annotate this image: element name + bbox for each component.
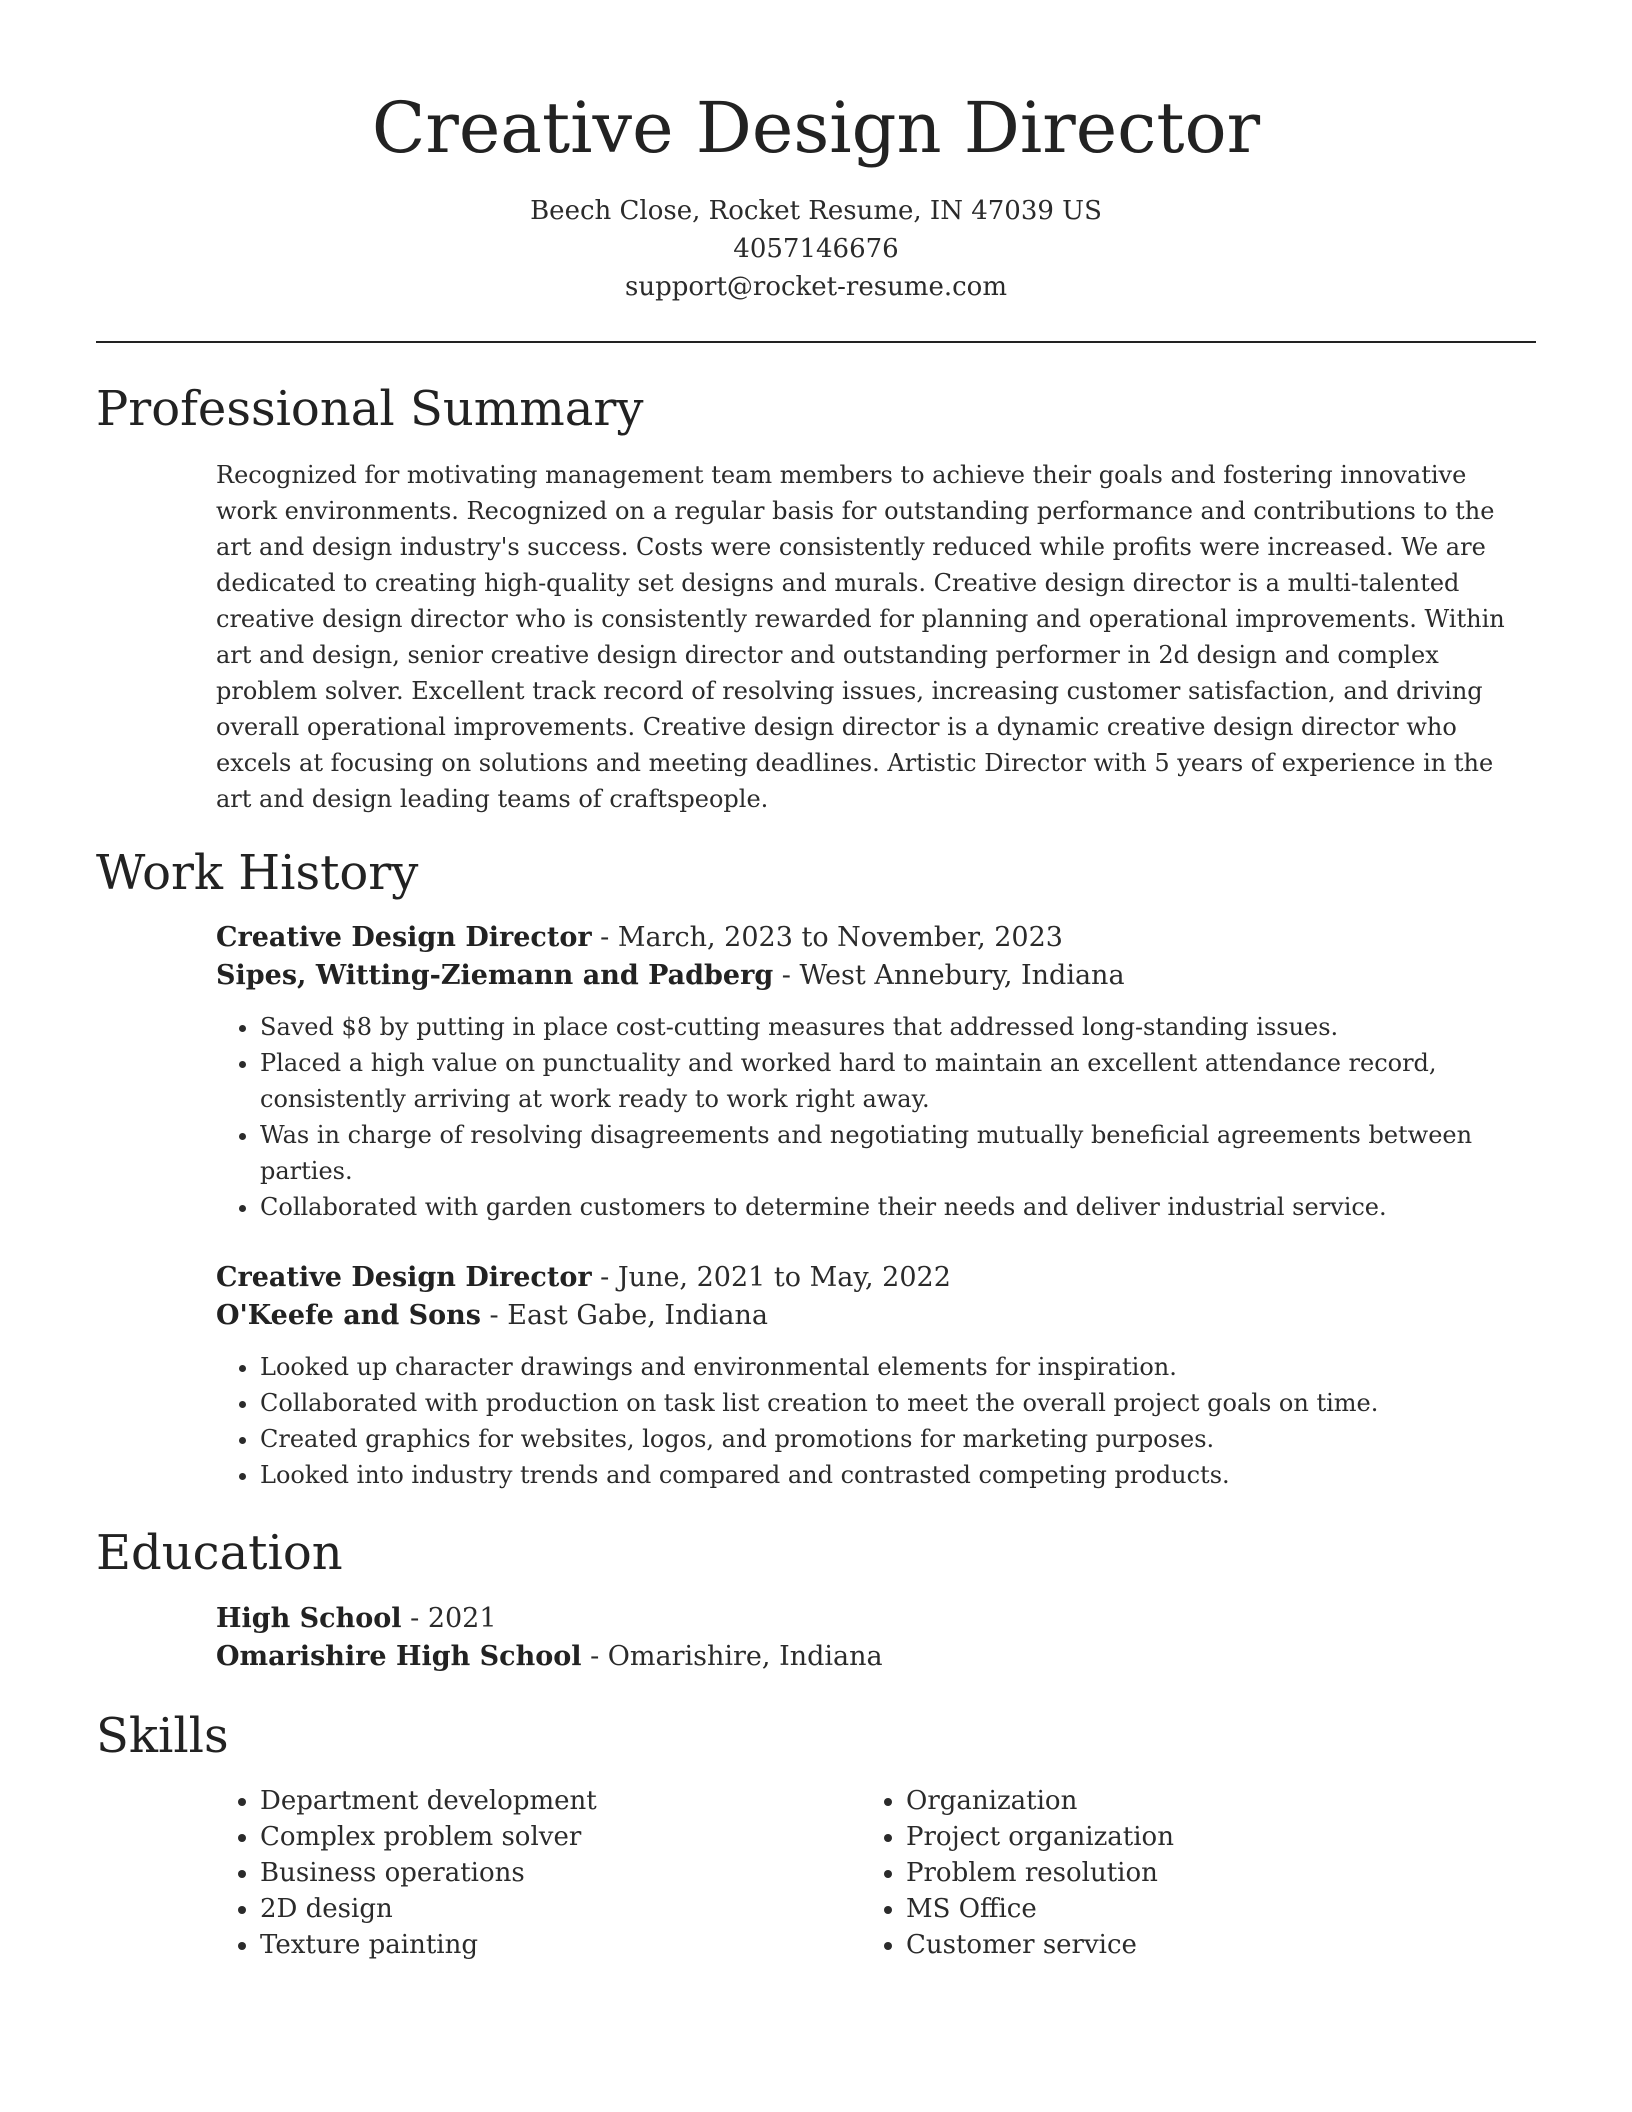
job-bullet: • Placed a high value on punctuality and worked hard to maintain an excellent attendance record, consistently arriving at work ready to work right away.: [260, 1045, 1526, 1117]
job-bullet: • Was in charge of resolving disagreements and negotiating mutually beneficial agreements between parties.: [260, 1117, 1526, 1189]
work-history-heading: Work History: [96, 845, 419, 901]
skills-column-left: [216, 1783, 816, 1963]
job-dates: - March, 2023 to November, 2023: [591, 922, 1063, 953]
job-company: O'Keefe and Sons: [216, 1300, 481, 1331]
education-location: - Omarishire, Indiana: [581, 1641, 883, 1672]
job-entry: [216, 1259, 1526, 1493]
job-dates: - June, 2021 to May, 2022: [591, 1262, 951, 1293]
contact-phone: 4057146676: [733, 234, 899, 264]
job-bullet: • Collaborated with production on task list creation to meet the overall project goals on time.: [260, 1385, 1526, 1421]
job-company: Sipes, Witting-Ziemann and Padberg: [216, 960, 774, 991]
education-degree-line: [216, 1600, 1526, 1638]
skill-item: • MS Office: [906, 1891, 1462, 1927]
job-bullets: [216, 1009, 1526, 1225]
job-entry: [216, 919, 1526, 1225]
education-school: Omarishire High School: [216, 1641, 582, 1672]
job-company-line: [216, 957, 1526, 995]
skills-heading: Skills: [96, 1708, 229, 1764]
education-year: - 2021: [401, 1603, 497, 1634]
skills-list: [862, 1783, 1462, 1963]
skill-item: • Project organization: [906, 1819, 1462, 1855]
skills-column-right: [862, 1783, 1462, 1963]
job-location: - West Annebury, Indiana: [773, 960, 1125, 991]
skill-item: • Problem resolution: [906, 1855, 1462, 1891]
skill-item: • Complex problem solver: [260, 1819, 816, 1855]
summary-heading: Professional Summary: [96, 381, 644, 437]
job-bullet: • Looked into industry trends and compared and contrasted competing products.: [260, 1457, 1526, 1493]
skill-item: • Department development: [260, 1783, 816, 1819]
skill-item: • Texture painting: [260, 1927, 816, 1963]
skill-item: • Organization: [906, 1783, 1462, 1819]
job-bullet: • Collaborated with garden customers to determine their needs and deliver industrial service.: [260, 1189, 1526, 1225]
job-company-line: [216, 1297, 1526, 1335]
education-heading: Education: [96, 1525, 343, 1581]
skills-list: [216, 1783, 816, 1963]
job-title-line: [216, 1259, 1526, 1297]
education-degree: High School: [216, 1603, 402, 1634]
resume-header: [96, 84, 1536, 306]
job-bullets: [216, 1349, 1526, 1493]
job-title: Creative Design Director: [216, 922, 592, 953]
skill-item: • Business operations: [260, 1855, 816, 1891]
job-bullet: • Saved $8 by putting in place cost-cutting measures that addressed long-standing issues.: [260, 1009, 1526, 1045]
job-title: Creative Design Director: [216, 1262, 592, 1293]
candidate-name: Creative Design Director: [371, 87, 1261, 169]
summary-section: [216, 457, 1526, 817]
skill-item: • Customer service: [906, 1927, 1462, 1963]
education-school-line: [216, 1638, 1526, 1676]
contact-email: support@rocket-resume.com: [624, 272, 1007, 302]
header-divider: [96, 341, 1536, 343]
job-bullet: • Created graphics for websites, logos, and promotions for marketing purposes.: [260, 1421, 1526, 1457]
job-bullet: • Looked up character drawings and environmental elements for inspiration.: [260, 1349, 1526, 1385]
contact-info: [96, 192, 1536, 306]
contact-address: Beech Close, Rocket Resume, IN 47039 US: [530, 196, 1102, 226]
job-location: - East Gabe, Indiana: [480, 1300, 768, 1331]
job-title-line: [216, 919, 1526, 957]
summary-text: Recognized for motivating management team members to achieve their goals and fostering innovative work environments. Recognized on a regular basis for outstanding performance and contributions to the art and design industry's success. Costs were consistently reduced while profits were increased. We are dedicated to creating high-quality set designs and murals. Creative design director is a multi-talented creative design director who is consistently rewarded for planning and operational improvements. Within art and design, senior creative design director and outstanding performer in 2d design and complex problem solver. Excellent track record of resolving issues, increasing customer satisfaction, and driving overall operational improvements. Creative design director is a dynamic creative design director who excels at focusing on solutions and meeting deadlines. Artistic Director with 5 years of experience in the art and design leading teams of craftspeople.: [216, 461, 1505, 813]
education-entry: [216, 1600, 1526, 1676]
skill-item: • 2D design: [260, 1891, 816, 1927]
